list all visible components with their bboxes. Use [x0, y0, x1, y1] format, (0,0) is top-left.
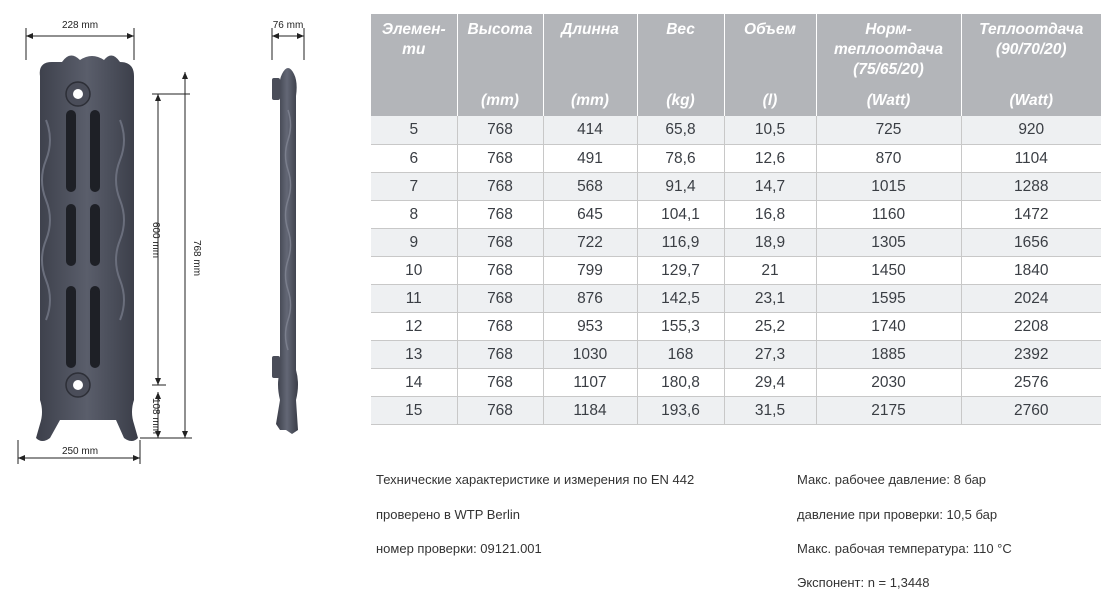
cell-volume: 31,5	[724, 396, 816, 424]
dim-width-bottom: 250 mm	[61, 446, 99, 457]
cell-elements: 8	[371, 200, 457, 228]
radiator-side-view	[272, 68, 298, 434]
cell-elements: 9	[371, 228, 457, 256]
cell-volume: 16,8	[724, 200, 816, 228]
header-unit: (mm)	[571, 92, 609, 109]
cell-length: 799	[543, 256, 637, 284]
cell-height: 768	[457, 368, 543, 396]
cell-heat-output: 2576	[961, 368, 1101, 396]
cell-heat-output: 2760	[961, 396, 1101, 424]
table-row	[371, 200, 1101, 228]
cell-height: 768	[457, 172, 543, 200]
table-row	[371, 228, 1101, 256]
cell-weight: 168	[637, 340, 724, 368]
cell-volume: 27,3	[724, 340, 816, 368]
note-max-pressure: Макс. рабочее давление: 8 бар	[797, 472, 987, 487]
cell-length: 491	[543, 144, 637, 172]
cell-height: 768	[457, 228, 543, 256]
cell-elements: 6	[371, 144, 457, 172]
cell-weight: 142,5	[637, 284, 724, 312]
table-row	[371, 368, 1101, 396]
cell-heat-output: 1840	[961, 256, 1101, 284]
cell-norm-heat-output: 1015	[816, 172, 961, 200]
cell-elements: 12	[371, 312, 457, 340]
table-header-row	[371, 14, 1101, 116]
table-row	[371, 284, 1101, 312]
cell-height: 768	[457, 200, 543, 228]
cell-height: 768	[457, 312, 543, 340]
cell-norm-heat-output: 2030	[816, 368, 961, 396]
dim-height-total: 768 mm	[191, 239, 202, 277]
cell-volume: 25,2	[724, 312, 816, 340]
header-norm-heat-output	[816, 14, 961, 116]
cell-weight: 155,3	[637, 312, 724, 340]
cell-weight: 91,4	[637, 172, 724, 200]
cell-heat-output: 2024	[961, 284, 1101, 312]
header-title: Теплоотдача (90/70/20)	[979, 21, 1084, 58]
cell-weight: 104,1	[637, 200, 724, 228]
cell-height: 768	[457, 116, 543, 144]
note-test-pressure: давление при проверки: 10,5 бар	[797, 507, 998, 522]
header-volume	[724, 14, 816, 116]
table-row	[371, 256, 1101, 284]
cell-volume: 18,9	[724, 228, 816, 256]
cell-weight: 116,9	[637, 228, 724, 256]
table-row	[371, 172, 1101, 200]
cell-length: 1184	[543, 396, 637, 424]
cell-height: 768	[457, 396, 543, 424]
note-test-number: номер проверки: 09121.001	[376, 541, 542, 556]
dim-depth: 76 mm	[272, 20, 304, 31]
dim-leg-height: 108 mm	[150, 397, 161, 435]
cell-length: 1107	[543, 368, 637, 396]
cell-norm-heat-output: 1450	[816, 256, 961, 284]
cell-volume: 10,5	[724, 116, 816, 144]
header-length	[543, 14, 637, 116]
cell-norm-heat-output: 1740	[816, 312, 961, 340]
cell-elements: 15	[371, 396, 457, 424]
cell-elements: 13	[371, 340, 457, 368]
cell-length: 953	[543, 312, 637, 340]
spec-table	[371, 14, 1101, 425]
cell-norm-heat-output: 1595	[816, 284, 961, 312]
dim-height-inner: 600 mm	[150, 221, 161, 259]
note-standard: Технические характеристике и измерения по EN 442	[376, 472, 695, 487]
cell-volume: 29,4	[724, 368, 816, 396]
cell-volume: 23,1	[724, 284, 816, 312]
cell-elements: 5	[371, 116, 457, 144]
cell-length: 568	[543, 172, 637, 200]
cell-weight: 180,8	[637, 368, 724, 396]
header-unit: (Watt)	[866, 92, 911, 109]
cell-heat-output: 920	[961, 116, 1101, 144]
cell-heat-output: 1472	[961, 200, 1101, 228]
table-body	[371, 116, 1101, 424]
table-row	[371, 340, 1101, 368]
header-height	[457, 14, 543, 116]
cell-heat-output: 1656	[961, 228, 1101, 256]
header-unit: (mm)	[481, 92, 519, 109]
cell-volume: 21	[724, 256, 816, 284]
dim-width-top: 228 mm	[61, 20, 99, 31]
table-row	[371, 396, 1101, 424]
cell-elements: 7	[371, 172, 457, 200]
cell-elements: 11	[371, 284, 457, 312]
cell-height: 768	[457, 340, 543, 368]
header-title: Вес	[666, 21, 695, 38]
cell-heat-output: 2392	[961, 340, 1101, 368]
cell-weight: 65,8	[637, 116, 724, 144]
cell-length: 722	[543, 228, 637, 256]
cell-elements: 10	[371, 256, 457, 284]
cell-volume: 12,6	[724, 144, 816, 172]
header-title: Норм- теплоотдача (75/65/20)	[834, 21, 943, 78]
cell-norm-heat-output: 1885	[816, 340, 961, 368]
header-unit: (l)	[762, 92, 778, 109]
note-exponent: Экспонент: n = 1,3448	[797, 575, 930, 590]
cell-length: 876	[543, 284, 637, 312]
cell-weight: 129,7	[637, 256, 724, 284]
cell-heat-output: 1288	[961, 172, 1101, 200]
radiator-drawing	[0, 0, 360, 480]
cell-norm-heat-output: 870	[816, 144, 961, 172]
table-row	[371, 312, 1101, 340]
table-row	[371, 144, 1101, 172]
table-row	[371, 116, 1101, 144]
header-title: Длинна	[561, 21, 619, 38]
header-weight	[637, 14, 724, 116]
header-heat-output	[961, 14, 1101, 116]
cell-norm-heat-output: 2175	[816, 396, 961, 424]
note-max-temperature: Макс. рабочая температура: 110 °C	[797, 541, 1012, 556]
header-title: Объем	[744, 21, 796, 38]
cell-height: 768	[457, 256, 543, 284]
radiator-front-view	[36, 55, 138, 441]
header-unit: (Watt)	[1009, 92, 1054, 109]
cell-norm-heat-output: 1160	[816, 200, 961, 228]
cell-heat-output: 1104	[961, 144, 1101, 172]
cell-heat-output: 2208	[961, 312, 1101, 340]
cell-height: 768	[457, 284, 543, 312]
cell-height: 768	[457, 144, 543, 172]
cell-length: 1030	[543, 340, 637, 368]
note-tested-by: проверено в WTP Berlin	[376, 507, 520, 522]
cell-weight: 193,6	[637, 396, 724, 424]
cell-volume: 14,7	[724, 172, 816, 200]
cell-length: 645	[543, 200, 637, 228]
cell-length: 414	[543, 116, 637, 144]
cell-elements: 14	[371, 368, 457, 396]
cell-norm-heat-output: 1305	[816, 228, 961, 256]
header-title: Элемен- ти	[381, 21, 446, 58]
cell-norm-heat-output: 725	[816, 116, 961, 144]
header-elements	[371, 14, 457, 116]
header-title: Высота	[467, 21, 533, 38]
cell-weight: 78,6	[637, 144, 724, 172]
header-unit: (kg)	[666, 92, 695, 109]
